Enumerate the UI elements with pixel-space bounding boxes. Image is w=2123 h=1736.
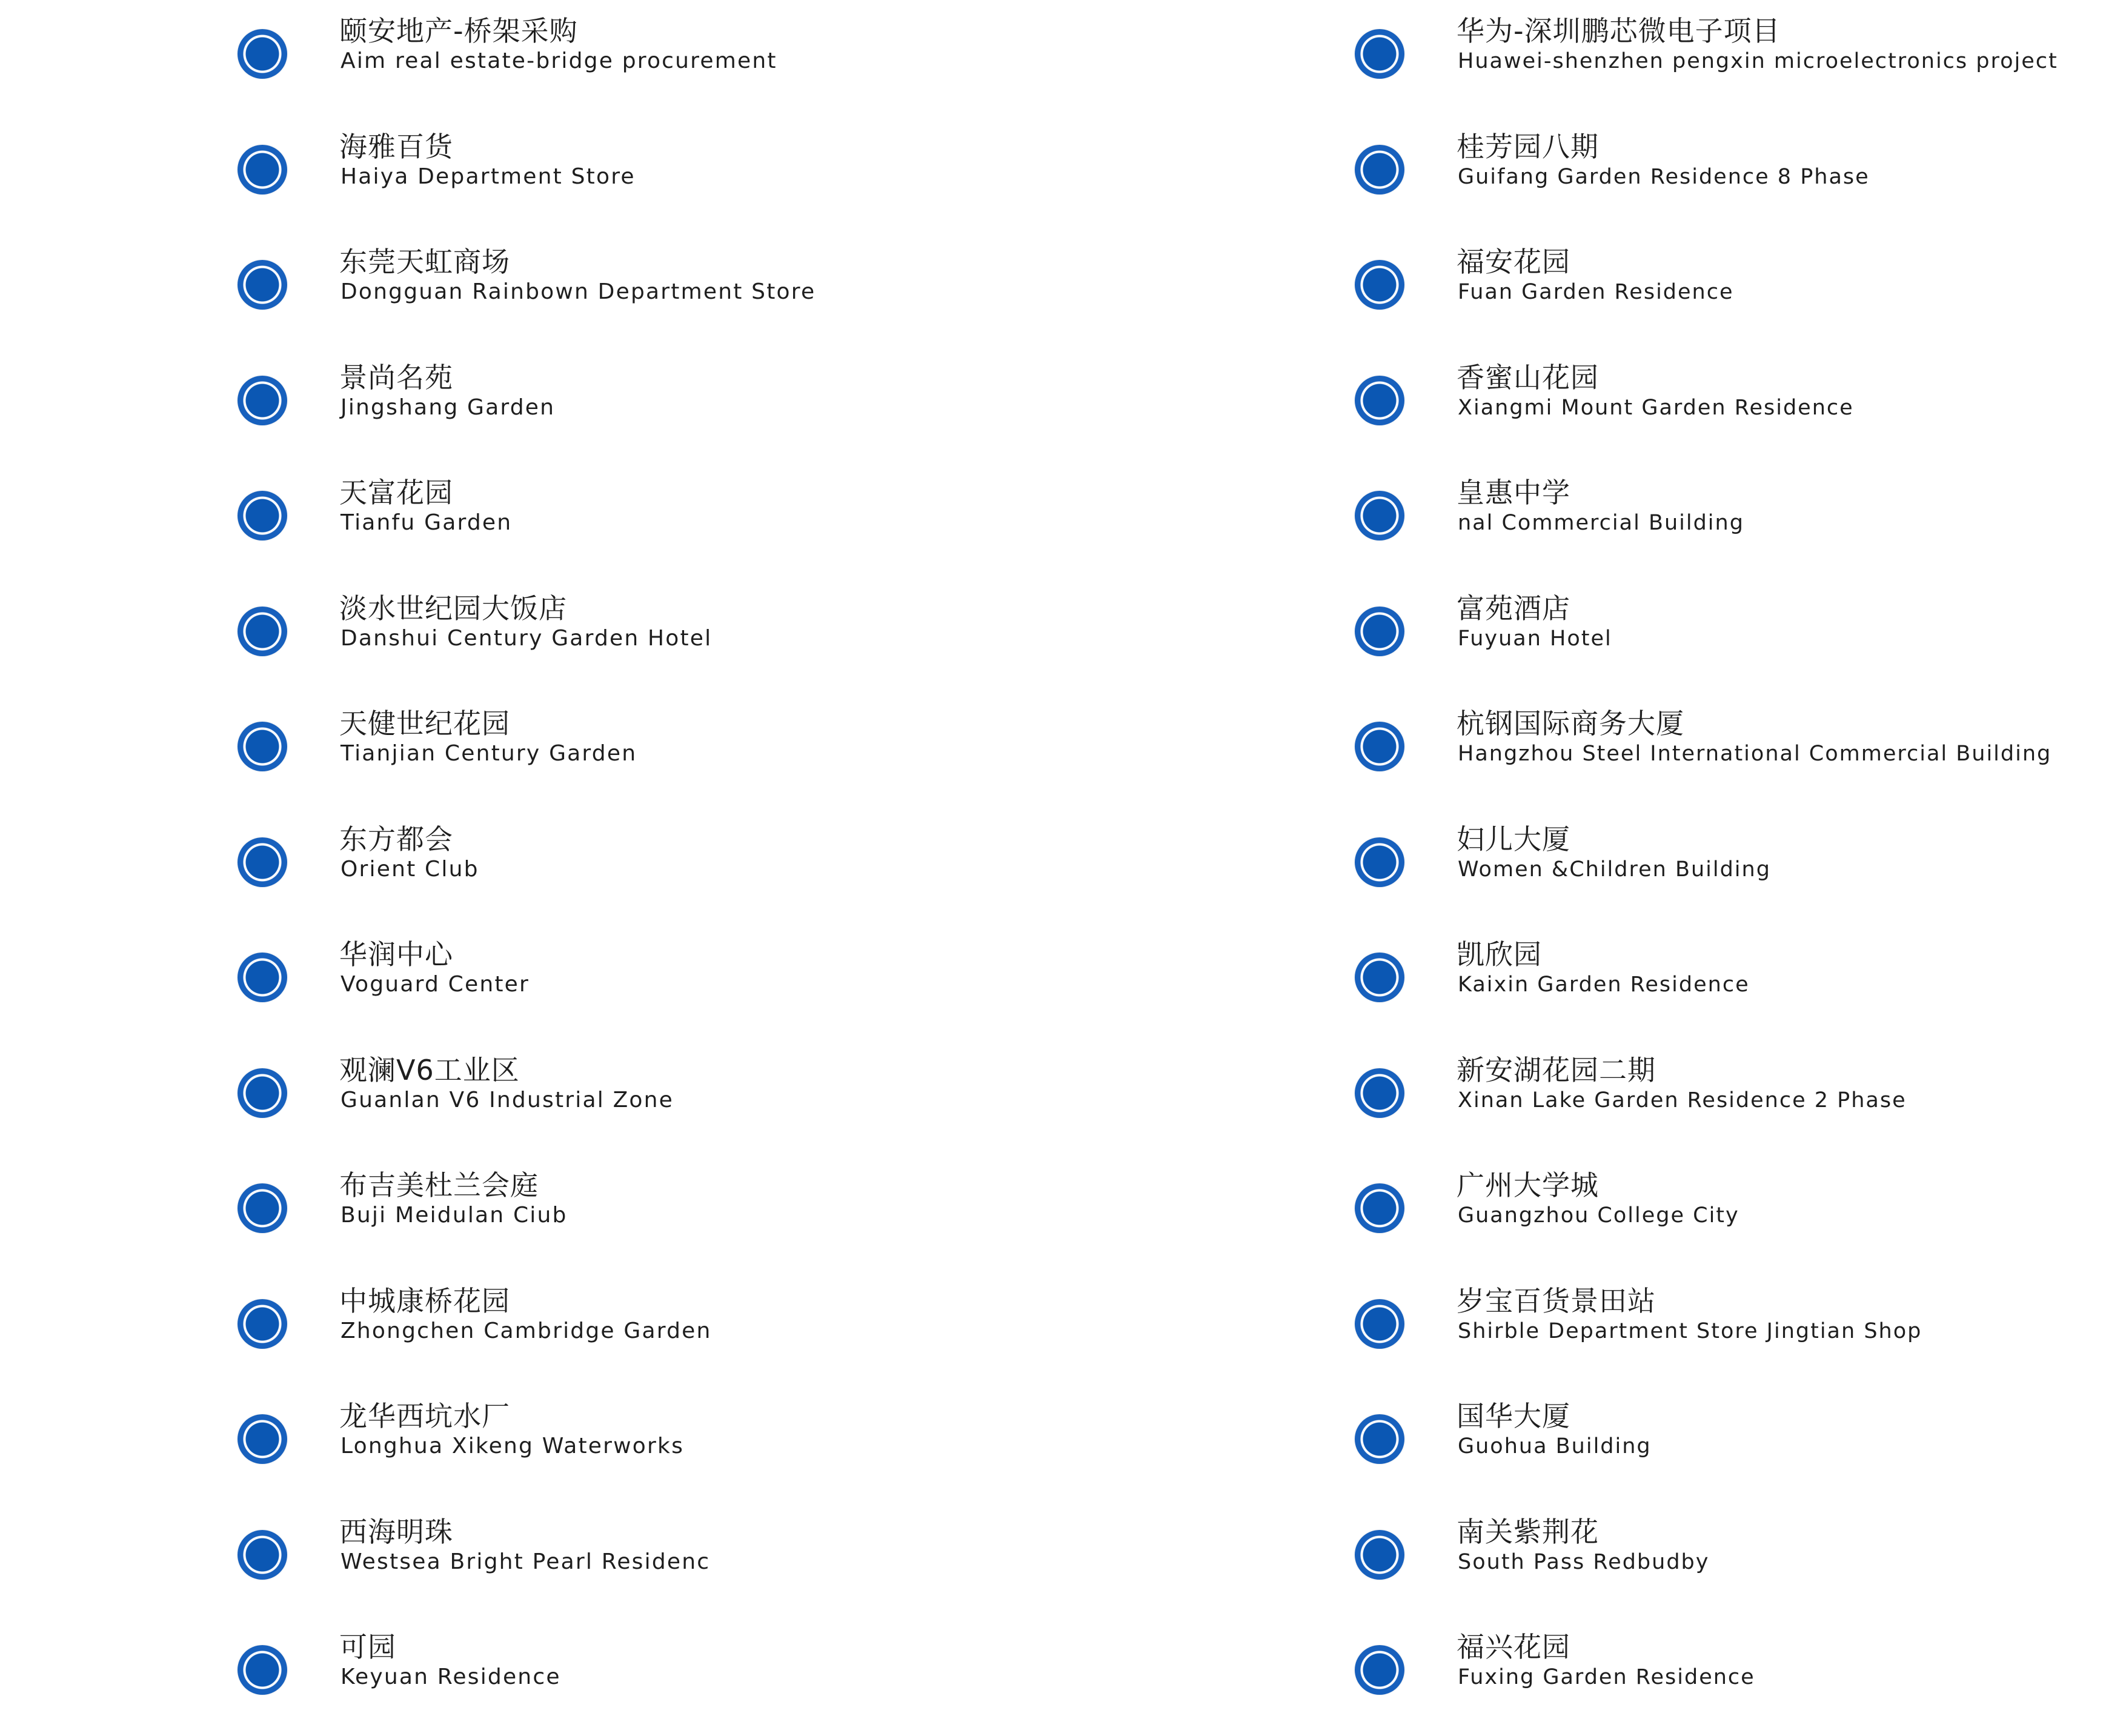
blue-circle-bullet-icon bbox=[1355, 1068, 1404, 1118]
project-name-zh: 桂芳园八期 bbox=[1457, 130, 1599, 163]
blue-circle-bullet-icon bbox=[238, 1530, 287, 1580]
blue-circle-bullet-icon bbox=[1355, 29, 1404, 79]
blue-circle-bullet-icon bbox=[1355, 953, 1404, 1002]
project-name-zh: 国华大厦 bbox=[1457, 1400, 1570, 1432]
project-name-en: Orient Club bbox=[341, 856, 479, 882]
project-name-zh: 东莞天虹商场 bbox=[339, 245, 510, 278]
blue-circle-bullet-icon bbox=[1355, 145, 1404, 195]
project-name-en: Jingshang Garden bbox=[341, 394, 556, 420]
blue-circle-bullet-icon bbox=[238, 1299, 287, 1349]
project-name-zh: 岁宝百货景田站 bbox=[1457, 1284, 1656, 1317]
project-name-en: Tianfu Garden bbox=[341, 510, 513, 535]
blue-circle-bullet-icon bbox=[1355, 837, 1404, 887]
project-name-zh: 皇惠中学 bbox=[1457, 476, 1570, 509]
project-name-en: Guifang Garden Residence 8 Phase bbox=[1458, 164, 1870, 189]
project-name-en: Fuxing Garden Residence bbox=[1458, 1665, 1755, 1689]
project-name-en: Guohua Building bbox=[1458, 1434, 1652, 1458]
project-name-en: Longhua Xikeng Waterworks bbox=[341, 1434, 685, 1458]
blue-circle-bullet-icon bbox=[238, 376, 287, 425]
project-name-zh: 福兴花园 bbox=[1457, 1631, 1570, 1663]
project-name-en: Keyuan Residence bbox=[341, 1664, 561, 1689]
project-name-en: nal Commercial Building bbox=[1458, 511, 1744, 535]
blue-circle-bullet-icon bbox=[1355, 722, 1404, 771]
project-name-en: Hangzhou Steel International Commercial Building bbox=[1458, 742, 2052, 766]
project-name-zh: 天健世纪花园 bbox=[339, 707, 510, 740]
project-name-en: Voguard Center bbox=[341, 972, 530, 997]
blue-circle-bullet-icon bbox=[1355, 1414, 1404, 1464]
blue-circle-bullet-icon bbox=[238, 1414, 287, 1464]
blue-circle-bullet-icon bbox=[238, 607, 287, 656]
blue-circle-bullet-icon bbox=[1355, 376, 1404, 425]
project-name-en: Buji Meidulan Ciub bbox=[341, 1203, 568, 1228]
project-name-zh: 妇儿大厦 bbox=[1457, 822, 1570, 856]
project-name-zh: 南关紫荆花 bbox=[1457, 1515, 1599, 1548]
project-name-zh: 凯欣园 bbox=[1457, 938, 1542, 971]
project-name-en: Tianjian Century Garden bbox=[341, 741, 637, 766]
project-name-zh: 景尚名苑 bbox=[339, 361, 453, 394]
project-name-en: Xinan Lake Garden Residence 2 Phase bbox=[1458, 1088, 1907, 1112]
project-name-zh: 可园 bbox=[339, 1631, 396, 1663]
project-name-zh: 华润中心 bbox=[339, 938, 453, 971]
blue-circle-bullet-icon bbox=[238, 491, 287, 540]
blue-circle-bullet-icon bbox=[1355, 1645, 1404, 1695]
project-name-en: Shirble Department Store Jingtian Shop bbox=[1458, 1319, 1922, 1343]
project-name-en: Westsea Bright Pearl Residenc bbox=[341, 1549, 711, 1574]
project-name-zh: 龙华西坑水厂 bbox=[339, 1400, 510, 1432]
project-name-zh: 富苑酒店 bbox=[1457, 591, 1570, 625]
blue-circle-bullet-icon bbox=[238, 1068, 287, 1118]
project-name-zh: 新安湖花园二期 bbox=[1457, 1053, 1656, 1086]
blue-circle-bullet-icon bbox=[238, 29, 287, 79]
blue-circle-bullet-icon bbox=[238, 1183, 287, 1233]
project-name-zh: 杭钢国际商务大厦 bbox=[1457, 707, 1684, 740]
project-name-zh: 天富花园 bbox=[339, 476, 453, 509]
project-name-en: Kaixin Garden Residence bbox=[1458, 973, 1750, 997]
project-name-en: Haiya Department Store bbox=[341, 164, 636, 189]
project-name-en: Women &Children Building bbox=[1458, 857, 1771, 882]
project-name-zh: 广州大学城 bbox=[1457, 1169, 1599, 1202]
blue-circle-bullet-icon bbox=[238, 837, 287, 887]
blue-circle-bullet-icon bbox=[1355, 260, 1404, 310]
project-name-zh: 福安花园 bbox=[1457, 245, 1570, 278]
project-name-zh: 海雅百货 bbox=[339, 130, 453, 163]
project-name-en: Fuyuan Hotel bbox=[1458, 626, 1612, 651]
project-name-zh: 西海明珠 bbox=[339, 1515, 453, 1548]
blue-circle-bullet-icon bbox=[1355, 1530, 1404, 1580]
blue-circle-bullet-icon bbox=[1355, 607, 1404, 656]
blue-circle-bullet-icon bbox=[238, 1645, 287, 1695]
project-name-en: Guangzhou College City bbox=[1458, 1203, 1739, 1228]
blue-circle-bullet-icon bbox=[1355, 1299, 1404, 1349]
project-name-en: Danshui Century Garden Hotel bbox=[341, 625, 713, 651]
project-name-zh: 东方都会 bbox=[339, 822, 453, 856]
project-name-en: Xiangmi Mount Garden Residence bbox=[1458, 395, 1854, 420]
project-name-en: Aim real estate-bridge procurement bbox=[341, 48, 777, 73]
project-name-en: Fuan Garden Residence bbox=[1458, 280, 1734, 304]
blue-circle-bullet-icon bbox=[238, 953, 287, 1002]
project-name-zh: 香蜜山花园 bbox=[1457, 361, 1599, 394]
project-name-zh: 中城康桥花园 bbox=[339, 1284, 510, 1317]
project-name-en: Huawei-shenzhen pengxin microelectronics project bbox=[1458, 49, 2058, 73]
project-name-zh: 颐安地产-桥架采购 bbox=[339, 15, 578, 47]
blue-circle-bullet-icon bbox=[238, 722, 287, 771]
project-name-en: Guanlan V6 Industrial Zone bbox=[341, 1087, 674, 1112]
project-name-en: Dongguan Rainbown Department Store bbox=[341, 279, 816, 304]
blue-circle-bullet-icon bbox=[238, 260, 287, 310]
blue-circle-bullet-icon bbox=[238, 145, 287, 195]
project-name-en: Zhongchen Cambridge Garden bbox=[341, 1318, 712, 1343]
project-name-zh: 淡水世纪园大饭店 bbox=[339, 591, 567, 625]
project-name-zh: 布吉美杜兰会庭 bbox=[339, 1169, 539, 1202]
project-name-zh: 观澜V6工业区 bbox=[339, 1053, 520, 1086]
blue-circle-bullet-icon bbox=[1355, 491, 1404, 540]
project-name-zh: 华为-深圳鹏芯微电子项目 bbox=[1457, 15, 1781, 47]
project-name-en: South Pass Redbudby bbox=[1458, 1549, 1710, 1574]
blue-circle-bullet-icon bbox=[1355, 1183, 1404, 1233]
